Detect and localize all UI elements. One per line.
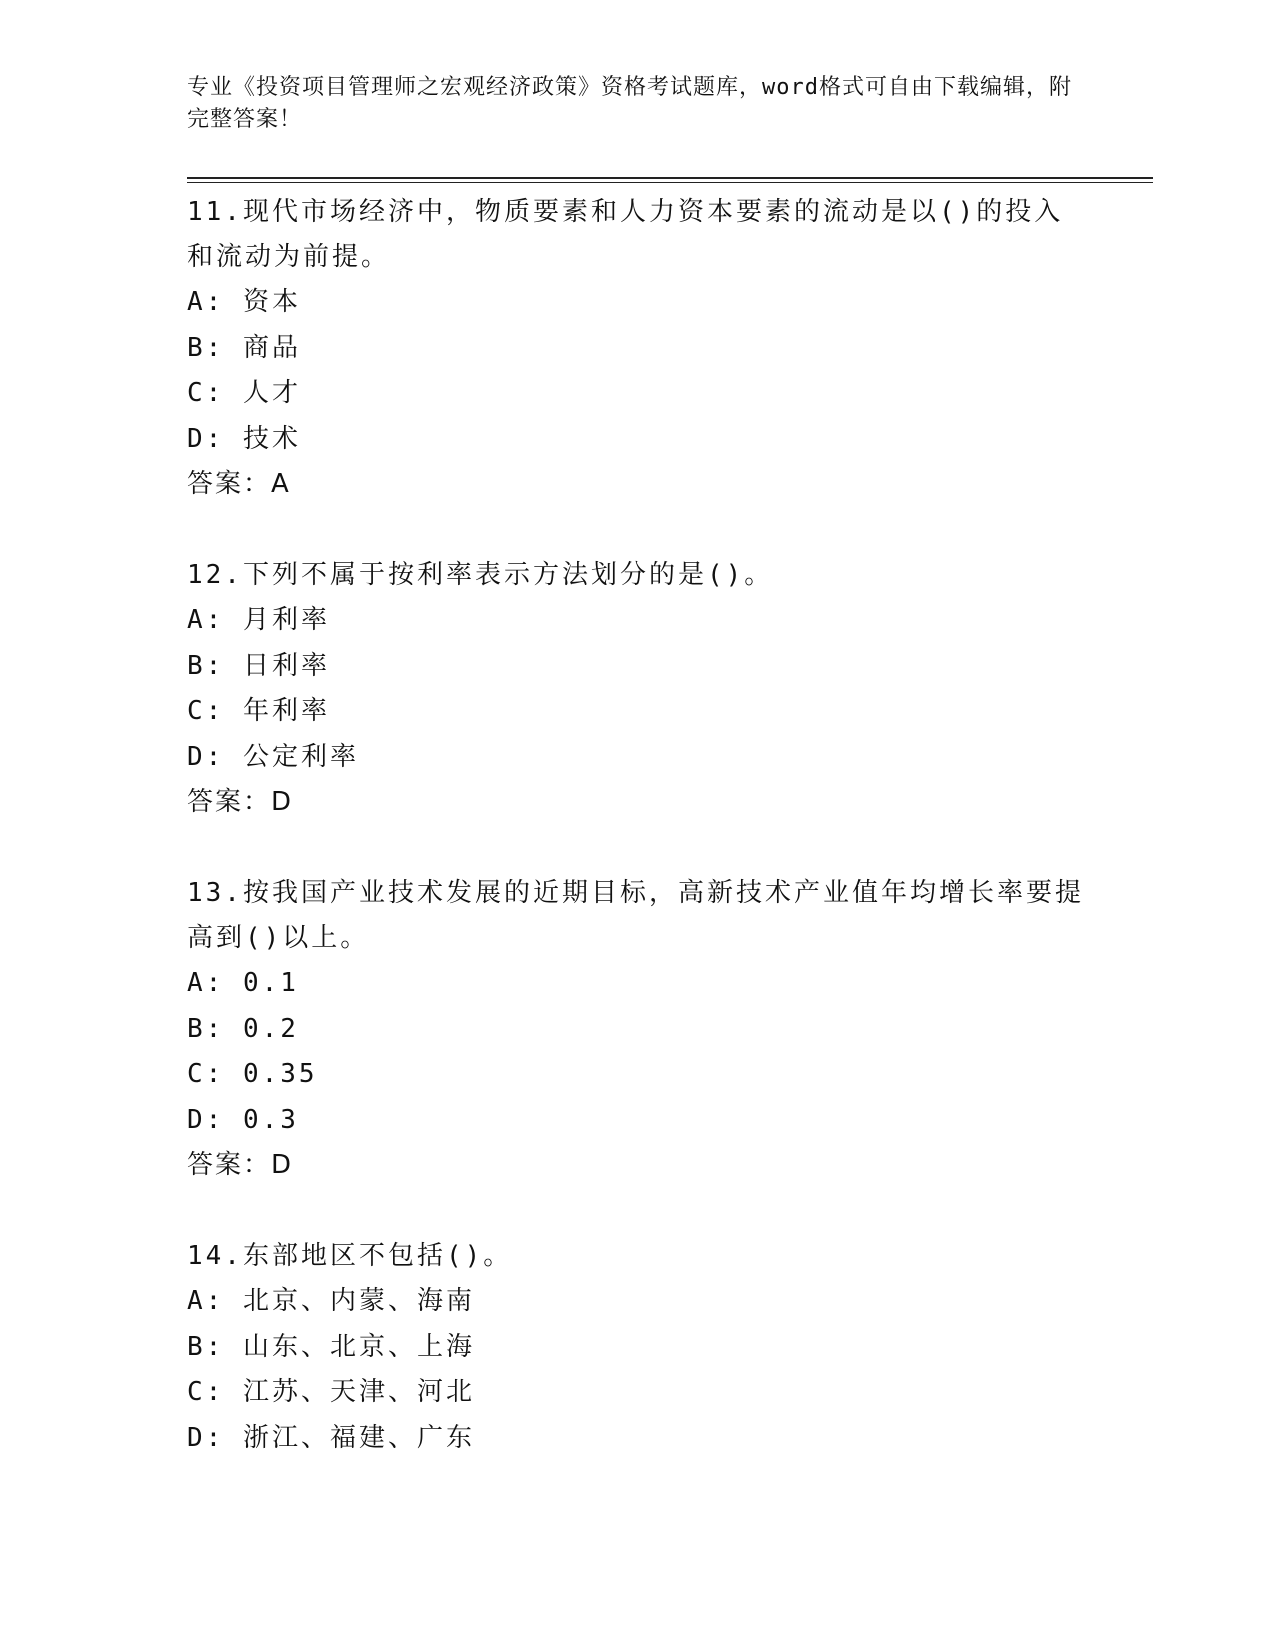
option-d: D: 公定利率: [187, 741, 359, 772]
header-divider: [187, 177, 1153, 179]
question-11: [187, 190, 1087, 507]
question-stem: 11.现代市场经济中，物质要素和人力资本要素的流动是以()的投入和流动为前提。: [187, 197, 1064, 272]
option-b: B: 山东、北京、上海: [187, 1331, 475, 1362]
option-b: B: 日利率: [187, 650, 330, 681]
option-b: B: 商品: [187, 332, 301, 363]
question-list: [187, 188, 1087, 1507]
option-a: A: 0.1: [187, 968, 299, 998]
question-13: [187, 871, 1087, 1188]
answer-line: 答案：D: [187, 1150, 294, 1180]
question-stem: 12.下列不属于按利率表示方法划分的是()。: [187, 560, 774, 590]
option-c: C: 0.35: [187, 1059, 318, 1089]
option-d: D: 浙江、福建、广东: [187, 1422, 475, 1453]
answer-line: 答案：D: [187, 787, 294, 817]
question-12: [187, 553, 1087, 825]
option-a: A: 月利率: [187, 605, 330, 635]
option-b: B: 0.2: [187, 1013, 299, 1044]
option-c: C: 江苏、天津、河北: [187, 1377, 475, 1407]
option-c: C: 人才: [187, 378, 301, 408]
option-a: A: 资本: [187, 287, 301, 317]
answer-line: 答案：A: [187, 469, 291, 499]
option-d: D: 0.3: [187, 1104, 299, 1135]
option-c: C: 年利率: [187, 696, 330, 726]
question-stem: 14.东部地区不包括()。: [187, 1241, 513, 1271]
option-a: A: 北京、内蒙、海南: [187, 1286, 475, 1316]
question-stem: 13.按我国产业技术发展的近期目标，高新技术产业值年均增长率要提高到()以上。: [187, 878, 1084, 953]
document-header: 专业《投资项目管理师之宏观经济政策》资格考试题库，word格式可自由下载编辑，附完整答案！: [187, 75, 1072, 132]
option-d: D: 技术: [187, 423, 301, 454]
question-14: [187, 1234, 1087, 1461]
header-divider-thin: [187, 182, 1153, 183]
